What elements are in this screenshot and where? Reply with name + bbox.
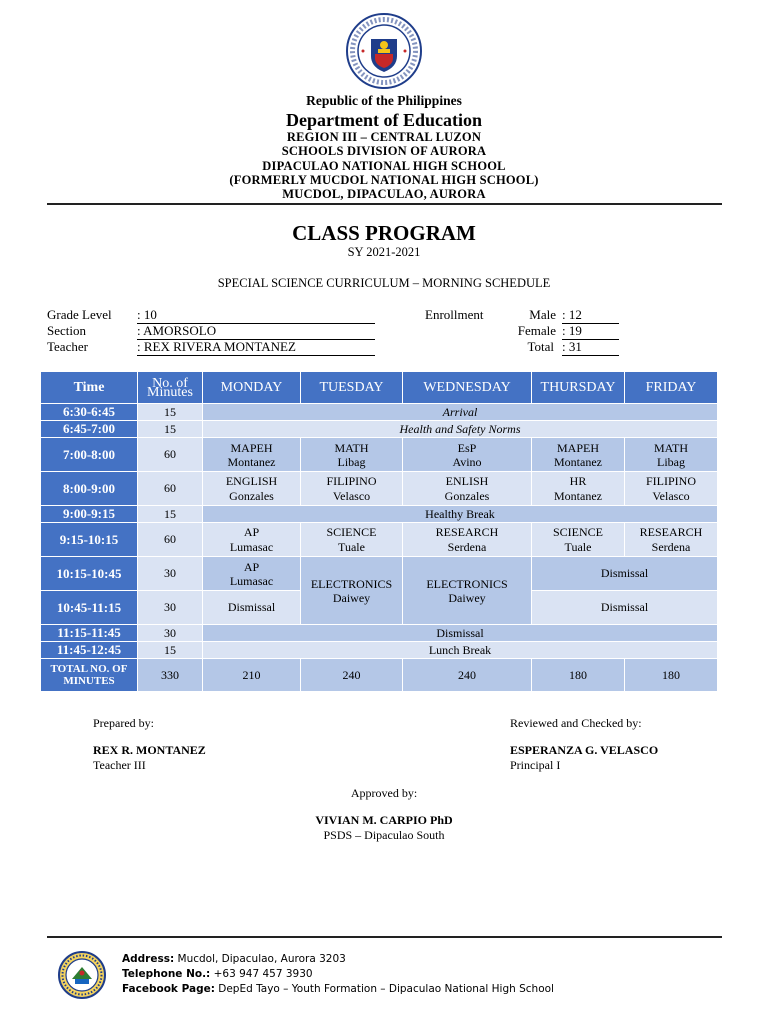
activity-cell: Dismissal <box>203 591 301 625</box>
subject-cell <box>203 557 301 591</box>
subject-cell <box>532 472 625 506</box>
subject-name: EsP <box>457 440 477 455</box>
subject-name: SCIENCE <box>552 524 603 539</box>
subject-teacher: Avino <box>452 454 482 469</box>
time-cell: 11:15-11:45 <box>41 625 138 642</box>
subject-cell <box>625 523 718 557</box>
minutes-cell: 60 <box>138 438 203 472</box>
subject-name: AP <box>243 524 260 539</box>
subject-name: HR <box>569 473 587 488</box>
telephone-label: Telephone No.: <box>122 968 211 980</box>
subject-name: RESEARCH <box>639 524 703 539</box>
minutes-cell: 15 <box>138 421 203 438</box>
table-row <box>41 421 718 438</box>
reviewed-by-name: ESPERANZA G. VELASCO <box>510 743 659 757</box>
subject-cell <box>532 438 625 472</box>
total-label-cell: TOTAL NO. OF MINUTES <box>41 659 138 692</box>
subject-name: MAPEH <box>230 440 273 455</box>
total-tuesday-cell: 240 <box>301 659 403 692</box>
subject-cell <box>403 438 532 472</box>
header-monday: MONDAY <box>203 372 301 404</box>
time-cell: 8:00-9:00 <box>41 472 138 506</box>
footer-divider <box>47 936 722 938</box>
header-formerly: (FORMERLY MUCDOL NATIONAL HIGH SCHOOL) <box>229 173 539 187</box>
total-monday-cell: 210 <box>203 659 301 692</box>
minutes-cell: 60 <box>138 523 203 557</box>
subject-teacher: Serdena <box>651 539 691 554</box>
subject-teacher: Lumasac <box>229 573 274 588</box>
time-cell: 10:45-11:15 <box>41 591 138 625</box>
subject-cell <box>301 523 403 557</box>
table-row <box>41 472 718 506</box>
grade-level-label: Grade Level <box>47 307 112 322</box>
subject-cell <box>403 523 532 557</box>
prepared-by-name: REX R. MONTANEZ <box>93 743 206 757</box>
facebook-label: Facebook Page: <box>122 983 215 995</box>
subject-cell <box>203 472 301 506</box>
time-cell: 9:00-9:15 <box>41 506 138 523</box>
activity-cell: Health and Safety Norms <box>203 421 718 438</box>
time-cell: 7:00-8:00 <box>41 438 138 472</box>
deped-seal-logo <box>345 12 423 90</box>
activity-cell: Arrival <box>203 404 718 421</box>
subject-teacher: Tuale <box>564 539 592 554</box>
time-cell: 9:15-10:15 <box>41 523 138 557</box>
section-value: : AMORSOLO <box>137 323 375 340</box>
total-thursday-cell: 180 <box>532 659 625 692</box>
table-row <box>41 625 718 642</box>
total-minutes-cell: 330 <box>138 659 203 692</box>
header-region: REGION III – CENTRAL LUZON <box>286 130 482 144</box>
header-divider <box>47 203 722 205</box>
minutes-cell: 15 <box>138 642 203 659</box>
footer-facebook <box>122 983 554 995</box>
table-row <box>41 404 718 421</box>
grade-level-value: : 10 <box>137 307 375 324</box>
subject-name: ELECTRONICS <box>310 576 393 591</box>
subject-name: MAPEH <box>556 440 599 455</box>
reviewed-by-label: Reviewed and Checked by: <box>510 716 642 730</box>
total-wednesday-cell: 240 <box>403 659 532 692</box>
subject-teacher: Gonzales <box>229 488 274 503</box>
subject-cell <box>203 438 301 472</box>
subject-teacher: Montanez <box>554 488 602 503</box>
class-schedule-table <box>40 371 718 692</box>
subject-cell <box>403 557 532 625</box>
prepared-by-title: Teacher III <box>93 758 146 772</box>
minutes-cell: 30 <box>138 625 203 642</box>
reviewed-by-title: Principal I <box>510 758 561 772</box>
subject-teacher: Daiwey <box>448 590 486 605</box>
minutes-cell: 60 <box>138 472 203 506</box>
time-cell: 11:45-12:45 <box>41 642 138 659</box>
school-seal-logo <box>58 951 106 999</box>
table-row <box>41 523 718 557</box>
header-wednesday: WEDNESDAY <box>403 372 532 404</box>
minutes-cell: 15 <box>138 506 203 523</box>
minutes-cell: 30 <box>138 557 203 591</box>
header-department: Department of Education <box>286 110 482 130</box>
total-friday-cell: 180 <box>625 659 718 692</box>
page-title: CLASS PROGRAM <box>292 221 476 245</box>
subject-cell <box>625 472 718 506</box>
subject-teacher: Velasco <box>332 488 371 503</box>
female-value: : 19 <box>562 323 619 340</box>
male-label: Male <box>529 307 556 322</box>
subject-teacher: Montanez <box>554 454 602 469</box>
subject-name: AP <box>243 559 260 574</box>
activity-cell: Healthy Break <box>203 506 718 523</box>
header-division: SCHOOLS DIVISION OF AURORA <box>281 144 487 158</box>
male-value: : 12 <box>562 307 619 324</box>
activity-cell: Dismissal <box>203 625 718 642</box>
table-row <box>41 438 718 472</box>
time-cell: 6:45-7:00 <box>41 421 138 438</box>
total-row <box>41 659 718 692</box>
approved-by-label: Approved by: <box>350 786 418 800</box>
subject-name: FILIPINO <box>646 473 696 488</box>
address-value: Mucdol, Dipaculao, Aurora 3203 <box>174 953 346 965</box>
activity-cell: Dismissal <box>532 557 718 591</box>
enrollment-label: Enrollment <box>425 307 484 322</box>
prepared-by-label: Prepared by: <box>93 716 154 730</box>
subject-teacher: Lumasac <box>229 539 274 554</box>
minutes-cell: 15 <box>138 404 203 421</box>
activity-cell: Dismissal <box>532 591 718 625</box>
teacher-value: : REX RIVERA MONTANEZ <box>137 339 375 356</box>
table-row <box>41 642 718 659</box>
facebook-value: DepEd Tayo – Youth Formation – Dipaculao National High School <box>214 983 554 995</box>
subject-name: FILIPINO <box>326 473 377 488</box>
approved-by-title: PSDS – Dipaculao South <box>323 828 445 842</box>
subject-name: MATH <box>334 440 369 455</box>
table-row <box>41 506 718 523</box>
footer-address <box>122 953 346 965</box>
total-value: : 31 <box>562 339 619 356</box>
header-time: Time <box>41 372 138 404</box>
subject-name: ENLISH <box>445 473 489 488</box>
section-label: Section <box>47 323 86 338</box>
subject-teacher: Libag <box>657 454 685 469</box>
header-school: DIPACULAO NATIONAL HIGH SCHOOL <box>262 159 506 173</box>
subject-cell <box>403 472 532 506</box>
subject-cell <box>532 523 625 557</box>
curriculum-title: SPECIAL SCIENCE CURRICULUM – MORNING SCHEDULE <box>217 276 551 290</box>
header-thursday: THURSDAY <box>532 372 625 404</box>
subject-cell <box>301 557 403 625</box>
header-republic: Republic of the Philippines <box>306 93 462 108</box>
subject-name: SCIENCE <box>326 524 377 539</box>
school-year: SY 2021-2021 <box>347 245 421 259</box>
subject-name: ELECTRONICS <box>426 576 508 591</box>
subject-name: RESEARCH <box>435 524 499 539</box>
subject-name: MATH <box>653 440 688 455</box>
subject-cell <box>301 438 403 472</box>
footer-telephone <box>122 968 313 980</box>
teacher-label: Teacher <box>47 339 88 354</box>
subject-teacher: Tuale <box>338 539 365 554</box>
header-friday: FRIDAY <box>625 372 718 404</box>
female-label: Female <box>517 323 556 338</box>
subject-teacher: Gonzales <box>444 488 490 503</box>
subject-teacher: Daiwey <box>332 590 371 605</box>
subject-cell <box>625 438 718 472</box>
subject-teacher: Montanez <box>227 454 276 469</box>
subject-cell <box>203 523 301 557</box>
subject-teacher: Libag <box>337 454 366 469</box>
header-minutes: No. of Minutes <box>138 372 203 404</box>
telephone-value: +63 947 457 3930 <box>210 968 313 980</box>
header-tuesday: TUESDAY <box>301 372 403 404</box>
subject-teacher: Velasco <box>652 488 690 503</box>
address-label: Address: <box>122 953 175 965</box>
time-cell: 10:15-10:45 <box>41 557 138 591</box>
time-cell: 6:30-6:45 <box>41 404 138 421</box>
minutes-cell: 30 <box>138 591 203 625</box>
subject-teacher: Serdena <box>447 539 487 554</box>
subject-cell <box>301 472 403 506</box>
subject-name: ENGLISH <box>225 473 278 488</box>
table-row <box>41 557 718 591</box>
approved-by-name: VIVIAN M. CARPIO PhD <box>315 813 453 827</box>
activity-cell: Lunch Break <box>203 642 718 659</box>
total-label: Total <box>527 339 554 354</box>
header-address: MUCDOL, DIPACULAO, AURORA <box>282 187 486 201</box>
